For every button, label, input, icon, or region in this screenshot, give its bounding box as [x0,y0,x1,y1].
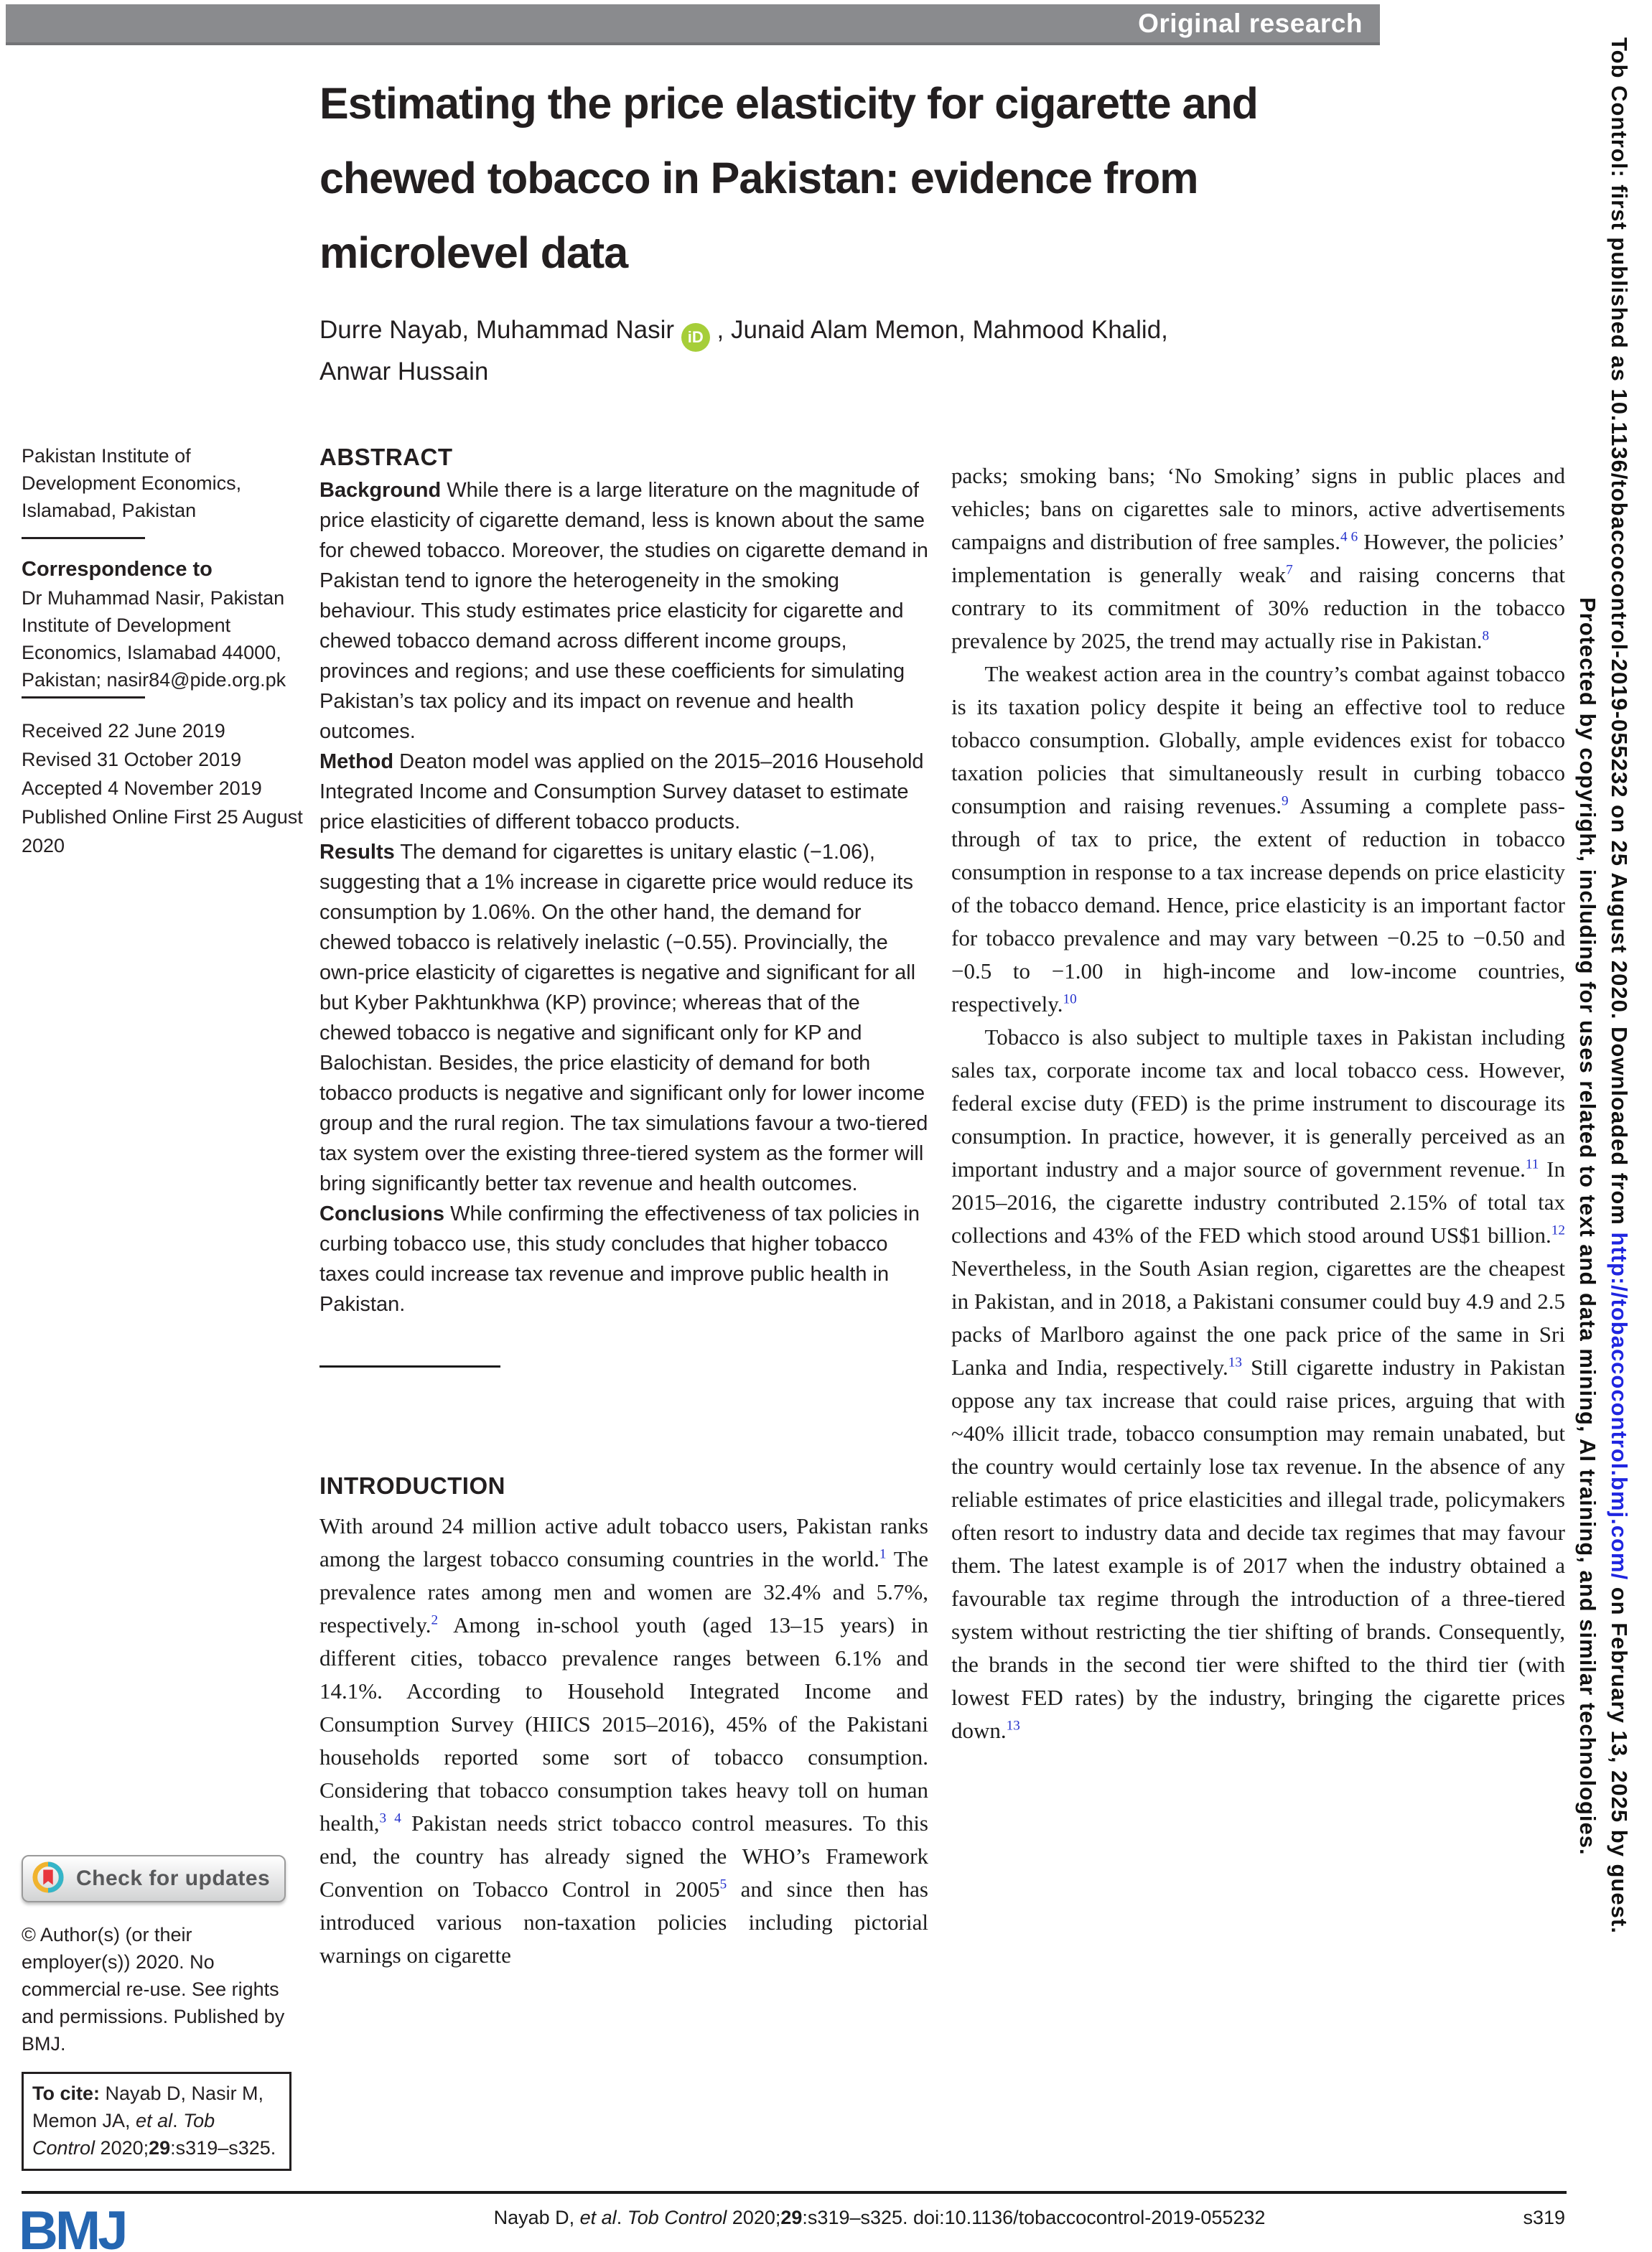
article-title-line-3: microlevel data [319,228,628,277]
history-published: Published Online First 25 August 2020 [22,806,303,856]
body-paragraph: With around 24 million active adult tobacco users, Pakistan ranks among the largest tobacco consuming countries in the world.$^1$ The prevalence rates among men and women are 32.4% and 5.7%, respectively.$^2$ Among in-school youth (aged 13–15 years) in different cities, tobacco prevalence ranges between 6.1% and 14.1%. According to Household Integrated Income and Consumption Survey (HIICS 2015–2016), 45% of the Pakistani households reported some sort of tobacco consumption. Considering that tobacco consumption takes heavy toll on human health,$^{3 4}$ Pakistan needs strict tobacco control measures. To this end, the country has already signed the WHO’s Framework Convention on Tobacco Control in 2005$^5$ and since then has introduced various non-taxation policies including pictorial warnings on cigarette [319,1513,928,1968]
body-paragraph: The weakest action area in the country’s combat against tobacco is its taxation policy despite it being an effective tool to reduce tobacco consumption. Globally, ample evidences exist for tobacco taxation policies that simultaneously result in curbing tobacco consumption and raising revenues.$^9$ Assuming a complete pass-through of tax to price, the extent of reduction in tobacco consumption in response to a tax increase depends on price elasticity of the tobacco demand. Hence, price elasticity is an important factor for tobacco prevalence and may vary between −0.25 to −0.50 and −0.5 to −1.00 in high-income and low-income countries, respectively.$^{10}$ [951,661,1565,1017]
correspondence-text: Dr Muhammad Nasir, Pakistan Institute of Development Economics, Islamabad 44000, Pakistan; nasir84@pide.org.pk [22,587,286,691]
body-paragraph: Tobacco is also subject to multiple taxes in Pakistan including sales tax, corporate income tax and local tobacco cess. However, federal excise duty (FED) is the prime instrument to discourage its consumption. In practice, however, it is generally perceived as an important industry and a major source of government revenue.$^{11}$ In 2015–2016, the cigarette industry contributed 2.15% of total tax collections and 43% of the FED which stood around US$1 billion.$^{12}$ Nevertheless, in the South Asian region, cigarettes are the cheapest in Pakistan, and in 2018, a Pakistani consumer could buy 4.9 and 2.5 packs of Marlboro against the one pack price of the same in Sri Lanka and India, respectively.$^{13}$ Still cigarette industry in Pakistan oppose any tax increase that could raise prices, arguing that with ~40% illicit trade, tobacco consumption may remain unabated, but the country would certainly lose tax revenue. In the absence of any reliable estimates of price elasticities and illegal trade, policymakers often resort to industry data and decide tax regimes that may favour them. The latest example is of 2017 when the industry obtained a favourable tax regime through the introduction of a three-tiered system without restricting the tier shifting of brands. Consequently, the brands in the second tier were shifted to the third tier (with lowest FED rates) by the industry, bringing the cigarette prices down.$^{13}$ [951,1024,1565,1743]
article-title-line-2: chewed tobacco in Pakistan: evidence from [319,154,1198,202]
sidebar-divider [22,696,145,699]
section-divider [319,1365,500,1368]
sidebar-divider [22,537,145,539]
vertical-provenance-text: Tob Control: first published as 10.1136/tobaccocontrol-2019-055232 on 25 August 2020. Downloaded from http://tobaccocontrol.bmj.com/ on February 13, 2025 by guest. [1607,37,1632,1934]
citation-ref: 7 [1286,562,1293,578]
footer-citation: Nayab D, et al. Tob Control 2020;29:s319–s325. doi:10.1136/tobaccocontrol-2019-055232 [493,2207,1266,2228]
article-type-banner [6,4,1380,45]
affiliation: Pakistan Institute of Development Economics, Islamabad, Pakistan [22,445,242,521]
author-list [319,310,1439,392]
article-history [22,716,307,860]
citation-ref: 2 [431,1612,439,1628]
body-paragraph: packs; smoking bans; ‘No Smoking’ signs in public places and vehicles; bans on cigarettes sale to minors, active advertisements campaigns and distribution of free samples.$^{4 6}$ However, the policies’ implementation is generally weak$^7$ and raising concerns that contrary to its commitment of 30% reduction in the tobacco prevalence by 2025, the trend may actually rise in Pakistan.$^8$ [951,463,1565,653]
vertical-copyright-text: Protected by copyright, including for uses related to text and data mining, AI training, and similar technologies. [1575,597,1600,1856]
article-type-label: Original research [1138,8,1363,38]
history-received: Received 22 June 2019 [22,720,225,742]
copyright-notice: © Author(s) (or their employer(s)) 2020. No commercial re-use. See rights and permissions. Published by BMJ. [22,1924,285,2055]
abstract-conclusions: Conclusions While confirming the effectiveness of tax policies in curbing tobacco use, this study concludes that higher tobacco taxes could increase tax revenue and improve public health in Pakistan. [319,1202,920,1316]
citation-ref: 8 [1482,628,1490,644]
introduction-heading: INTRODUCTION [319,1472,505,1499]
citation-ref: 10 [1063,991,1077,1007]
citation-ref: 13 [1006,1718,1020,1734]
citation-ref: 5 [719,1877,727,1892]
to-cite-box: To cite: Nayab D, Nasir M, Memon JA, et al. Tob Control 2020;29:s319–s325. [22,2072,291,2171]
citation-ref: 4 6 [1340,529,1358,545]
citation-ref: 9 [1281,793,1289,809]
check-for-updates-button[interactable] [22,1855,286,1902]
abstract-background: Background While there is a large literature on the magnitude of price elasticity of cigarette demand, less is known about the same for chewed tobacco. Moreover, the studies on cigarette demand in Pakistan tend to ignore the heterogeneity in the smoking behaviour. This study estimates price elasticity for cigarette and chewed tobacco demand across different income groups, provinces and regions; and use these coefficients for simulating Pakistan’s tax policy and its impact on revenue and health outcomes. [319,479,928,743]
vertical-journal-url[interactable]: http://tobaccocontrol.bmj.com/ [1607,1232,1632,1581]
abstract-results: Results The demand for cigarettes is unitary elastic (−1.06), suggesting that a 1% increase in cigarette price would reduce its consumption by 1.06%. On the other hand, the demand for chewed tobacco is relatively inelastic (−0.55). Provincially, the own-price elasticity of cigarettes is negative and significant for all but Kyber Pakhtunkhwa (KP) province; whereas that of the chewed tobacco is negative and significant only for KP and Balochistan. Besides, the price elasticity of demand for both tobacco products is negative and significant only for lower income group and the rural region. The tax simulations favour a two-tiered tax system over the existing three-tiered system as the former will bring significantly better tax revenue and health outcomes. [319,841,928,1195]
introduction-column-1 [319,1510,928,1972]
citation-ref: 3 4 [379,1811,401,1826]
check-for-updates-label: Check for updates [76,1866,271,1890]
citation-ref: 12 [1551,1223,1565,1238]
history-accepted: Accepted 4 November 2019 [22,777,262,799]
bmj-logo: BMJ [19,2200,126,2252]
citation-ref: 1 [879,1546,887,1562]
author-list-line-2: Anwar Hussain [319,358,489,386]
citation-ref: 11 [1525,1157,1539,1172]
citation-ref: 13 [1228,1355,1242,1370]
abstract-and-intro-column [319,444,928,1972]
article-title-line-1: Estimating the price elasticity for cigarette and [319,79,1258,128]
abstract-heading: ABSTRACT [319,444,453,470]
crossmark-icon [32,1861,65,1897]
body-column-2 [951,459,1565,1747]
abstract-method: Method Deaton model was applied on the 2015–2016 Household Integrated Income and Consumption Survey dataset to estimate price elasticities of different tobacco products. [319,750,924,833]
article-title [319,66,1439,290]
history-revised: Revised 31 October 2019 [22,749,242,770]
orcid-icon[interactable]: iD [681,323,710,352]
page-number: s319 [1523,2207,1565,2228]
correspondence-heading: Correspondence to [22,558,213,581]
footer-divider [22,2191,1567,2194]
author-list-line-1: Durre Nayab, Muhammad Nasir iD , Junaid Alam Memon, Mahmood Khalid, [319,310,1439,352]
